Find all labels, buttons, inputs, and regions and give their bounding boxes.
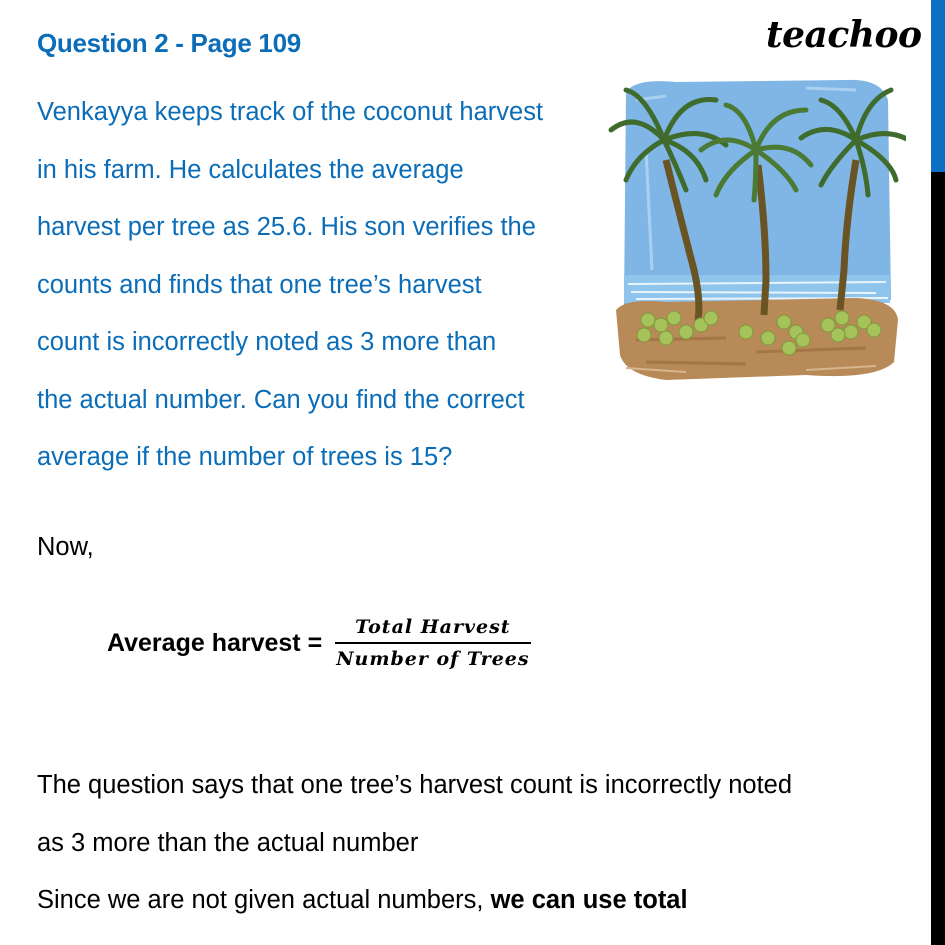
question-line: in his farm. He calculates the average [37, 155, 464, 184]
explanation-normal-text: Since we are not given actual numbers, [37, 886, 491, 914]
explanation-bold-text: we can use total [490, 886, 688, 914]
palm-trees-coconuts-icon [606, 70, 906, 400]
question-line: counts and finds that one tree’s harvest [37, 270, 482, 299]
page-title: Question 2 - Page 109 [37, 28, 301, 58]
teachoo-logo: teachoo [766, 14, 922, 56]
palm-trees-illustration [606, 70, 906, 400]
explanation-line: The question says that one tree’s harvest count is incorrectly noted [37, 771, 793, 799]
question-line: harvest per tree as 25.6. His son verifies the [37, 213, 536, 241]
solution-explanation [37, 757, 917, 930]
formula-fraction [330, 616, 535, 670]
question-line: average if the number of trees is 15? [37, 443, 453, 471]
question-text [37, 84, 627, 487]
fraction-numerator: Total Harvest [355, 616, 511, 638]
average-formula [107, 608, 536, 678]
question-line: count is incorrectly noted as 3 more than [37, 328, 497, 356]
explanation-line-last [37, 872, 917, 930]
fraction-denominator: Number of Trees [336, 648, 530, 670]
formula-label: Average harvest = [107, 628, 323, 657]
question-line: the actual number. Can you find the correct [37, 385, 525, 414]
explanation-line: as 3 more than the actual number [37, 828, 419, 857]
solution-intro: Now, [37, 533, 94, 561]
question-line: Venkayya keeps track of the coconut harvest [37, 98, 544, 126]
side-bar-blue-accent [931, 0, 945, 172]
